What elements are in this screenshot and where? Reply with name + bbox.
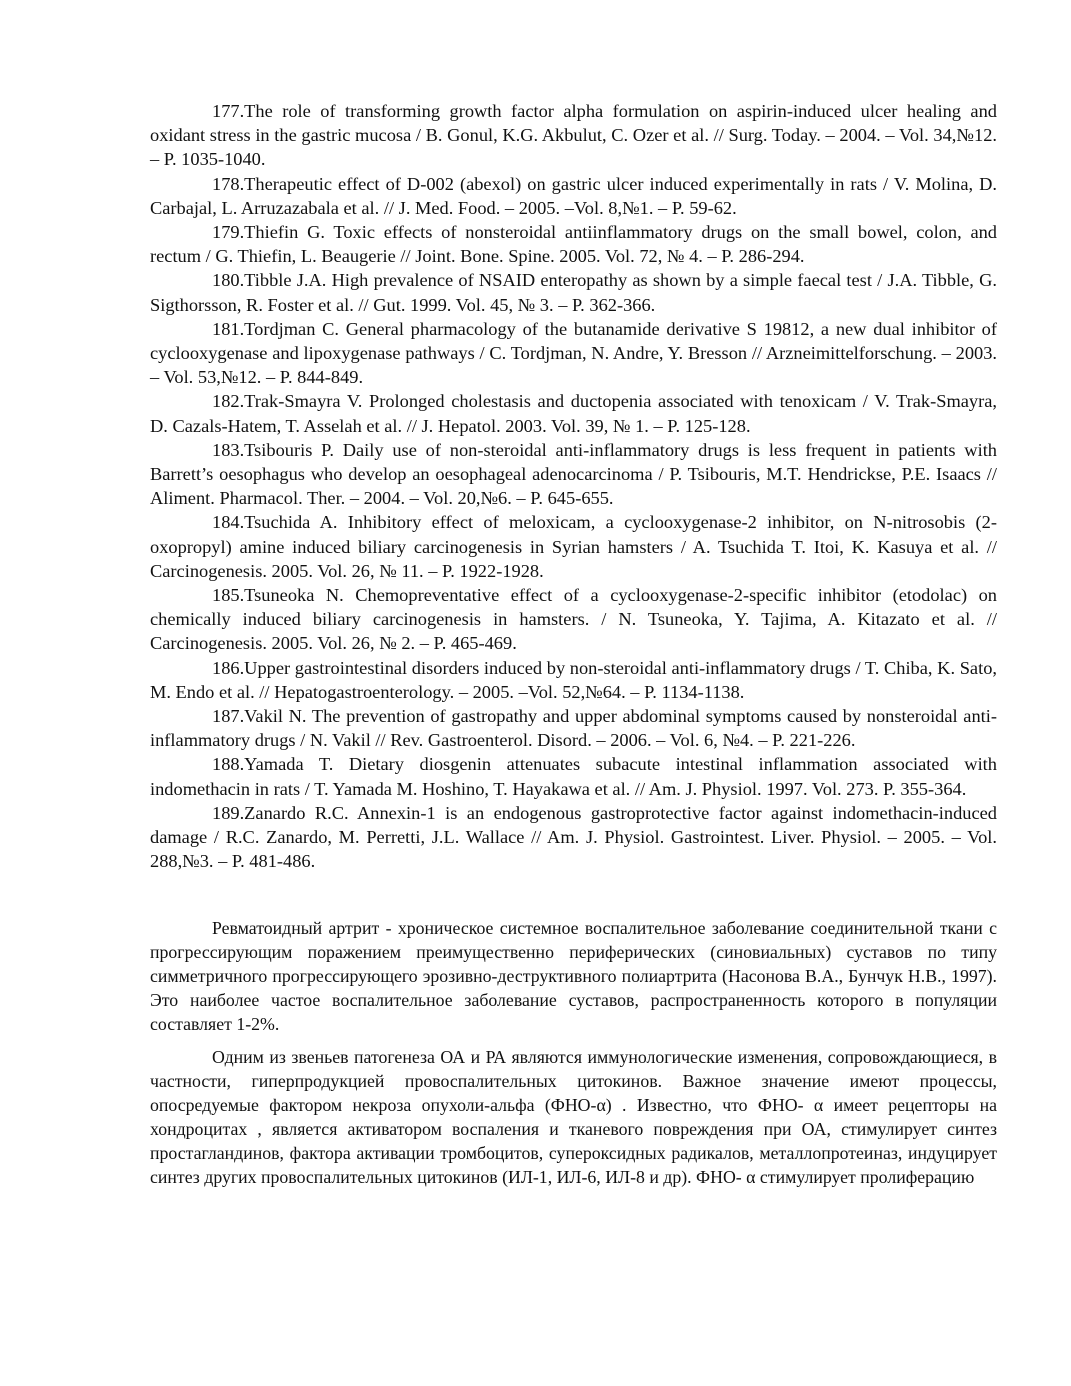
reference-185: 185.Tsuneoka N. Chemopreventative effect of a cyclooxygenase-2-specific inhibitor (etodolac) on chemically induced biliary carcinogenesis in hamsters. / N. Tsuneoka, Y. Tajima, A. Kitazato et al. // Carcinogenesis. 2005. Vol. 26, № 2. – P. 465-469. — [150, 585, 997, 654]
reference-189: 189.Zanardo R.C. Annexin-1 is an endogenous gastroprotective factor against indomethacin-induced damage / R.C. Zanardo, M. Perretti, J.L. Wallace // Am. J. Physiol. Gastrointest. Liver. Physiol. – 2005. – Vol. 288,№3. – P. 481-486. — [150, 802, 997, 872]
reference-186: 186.Upper gastrointestinal disorders induced by non-steroidal anti-inflammatory drugs / T. Chiba, K. Sato, M. Endo et al. // Hepatogastroenterology. – 2005. –Vol. 52,№64. – P. 1134-1138. — [150, 657, 997, 702]
paragraph-rheumatoid-arthritis: Ревматоидный артрит - хроническое системное воспалительное заболевание соединительной ткани с прогрессирующим поражением преимущественно периферических (синовиальных) суставов по типу симметричного прогрессирующего эрозивно-деструктивного полиартрита (Насонова В.А., Бунчук Н.В., 1997). Это наиболее частое воспалительное заболевание суставов, распространенность которого в популяции составляет 1-2%. — [150, 917, 997, 1034]
reference-list — [150, 99, 997, 874]
reference-188: 188.Yamada T. Dietary diosgenin attenuates subacute intestinal inflammation associated with indomethacin in rats / T. Yamada M. Hoshino, T. Hayakawa et al. // Am. J. Physiol. 1997. Vol. 273. P. 355-364. — [150, 754, 997, 799]
reference-187: 187.Vakil N. The prevention of gastropathy and upper abdominal symptoms caused by nonsteroidal anti-inflammatory drugs / N. Vakil // Rev. Gastroenterol. Disord. – 2006. – Vol. 6, №4. – P. 221-226. — [150, 706, 997, 751]
reference-183: 183.Tsibouris P. Daily use of non-steroidal anti-inflammatory drugs is less frequent in patients with Barrett’s oesophagus who develop an oesophageal adenocarcinoma / P. Tsibouris, M.T. Hendrickse, P.E. Isaacs // Aliment. Pharmacol. Ther. – 2004. – Vol. 20,№6. – P. 645-655. — [150, 439, 997, 509]
section-spacer — [150, 874, 997, 916]
reference-181: 181.Tordjman C. General pharmacology of the butanamide derivative S 19812, a new dual inhibitor of cyclooxygenase and lipoxygenase pathways / C. Tordjman, N. Andre, Y. Bresson // Arzneimittelforschung. – 2003. – Vol. 53,№12. – P. 844-849. — [150, 318, 997, 388]
reference-179: 179.Thiefin G. Toxic effects of nonsteroidal antiinflammatory drugs on the small bowel, colon, and rectum / G. Thiefin, L. Beaugerie // Joint. Bone. Spine. 2005. Vol. 72, № 4. – P. 286-294. — [150, 222, 997, 267]
paragraph-pathogenesis: Одним из звеньев патогенеза ОА и РА являются иммунологические изменения, сопровождающиеся, в частности, гиперпродукцией провоспалительных цитокинов. Важное значение имеют процессы, опосредуемые фактором некроза опухоли-альфа (ФНО-α) . Известно, что ФНО- α имеет рецепторы на хондроцитах , является активатором воспаления и тканевого повреждения при ОА, стимулирует синтез простагландинов, фактора активации тромбоцитов, супероксидных радикалов, металлопротеиназ, индуцирует синтез других провоспалительных цитокинов (ИЛ-1, ИЛ-6, ИЛ-8 и др). ФНО- α стимулирует пролиферацию — [150, 1046, 997, 1188]
reference-180: 180.Tibble J.A. High prevalence of NSAID enteropathy as shown by a simple faecal test / J.A. Tibble, G. Sigthorsson, R. Foster et al. // Gut. 1999. Vol. 45, № 3. – P. 362-366. — [150, 270, 997, 315]
reference-178: 178.Therapeutic effect of D-002 (abexol) on gastric ulcer induced experimentally in rats / V. Molina, D. Carbajal, L. Arruzazabala et al. // J. Med. Food. – 2005. –Vol. 8,№1. – P. 59-62. — [150, 173, 997, 218]
body-text — [150, 916, 997, 1190]
reference-182: 182.Trak-Smayra V. Prolonged cholestasis and ductopenia associated with tenoxicam / V. Trak-Smayra, D. Cazals-Hatem, T. Asselah et al. // J. Hepatol. 2003. Vol. 39, № 1. – P. 125-128. — [150, 391, 997, 436]
document-page — [150, 99, 997, 1190]
reference-177: 177.The role of transforming growth factor alpha formulation on aspirin-induced ulcer healing and oxidant stress in the gastric mucosa / B. Gonul, K.G. Akbulut, C. Ozer et al. // Surg. Today. – 2004. – Vol. 34,№12. – P. 1035-1040. — [150, 101, 997, 170]
reference-184: 184.Tsuchida A. Inhibitory effect of meloxicam, a cyclooxygenase-2 inhibitor, on N-nitrosobis (2-oxopropyl) amine induced biliary carcinogenesis in Syrian hamsters / A. Tsuchida T. Itoi, K. Kasuya et al. // Carcinogenesis. 2005. Vol. 26, № 11. – P. 1922-1928. — [150, 512, 997, 581]
